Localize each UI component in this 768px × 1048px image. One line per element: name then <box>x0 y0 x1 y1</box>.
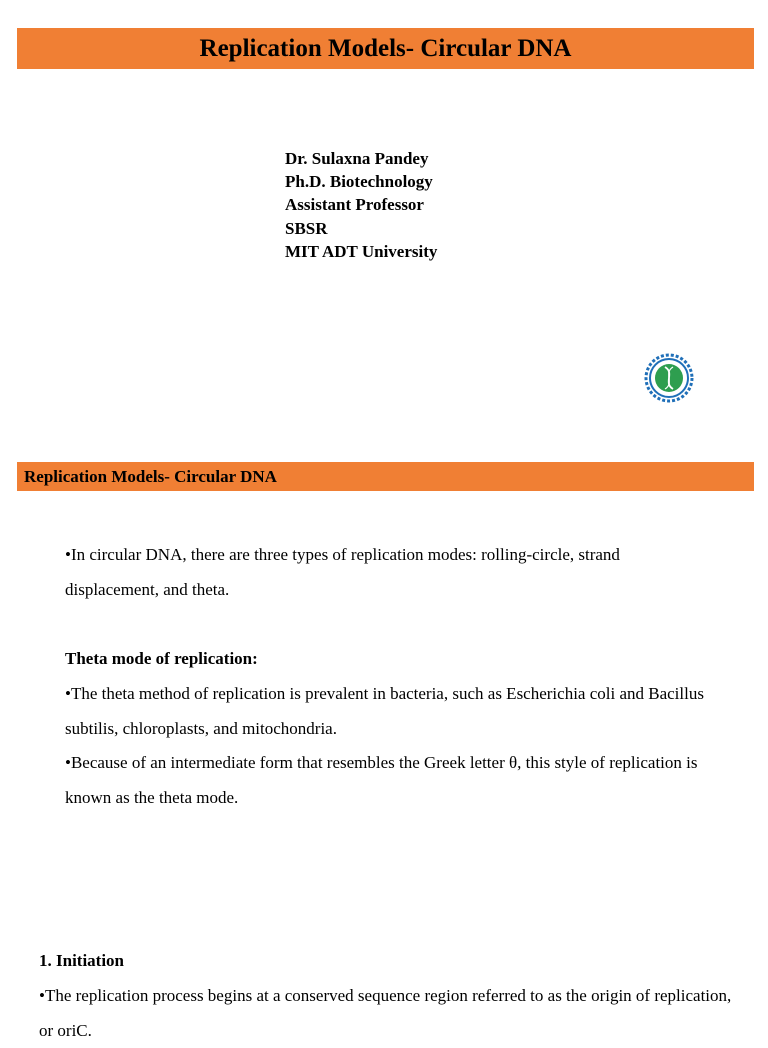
author-name: Dr. Sulaxna Pandey <box>285 149 429 168</box>
theta-point-1: •The theta method of replication is prevalent in bacteria, such as Escherichia coli and Bacillus subtilis, chloroplasts, and mitochondria. <box>65 684 704 738</box>
slide-title: Replication Models- Circular DNA <box>199 35 572 62</box>
intro-paragraph: •In circular DNA, there are three types of replication modes: rolling-circle, strand displacement, and theta. <box>65 545 620 599</box>
section-title: Replication Models- Circular DNA <box>24 467 277 486</box>
theta-heading: Theta mode of replication: <box>65 649 258 668</box>
author-degree: Ph.D. Biotechnology <box>285 172 433 192</box>
initiation-heading: 1. Initiation <box>39 951 125 970</box>
author-department: SBSR <box>285 218 328 238</box>
initiation-point-1: •The replication process begins at a conserved sequence region referred to as the origin of replication, or oriC. <box>39 986 732 1040</box>
section-header-banner <box>17 462 754 491</box>
author-position: Assistant Professor <box>285 195 424 215</box>
university-seal-icon <box>644 353 694 403</box>
author-university: MIT ADT University <box>285 241 438 261</box>
author-info <box>285 147 437 263</box>
theta-point-2: •Because of an intermediate form that resembles the Greek letter θ, this style of replication is known as the theta mode. <box>65 753 698 807</box>
slide-title-banner <box>17 28 754 69</box>
